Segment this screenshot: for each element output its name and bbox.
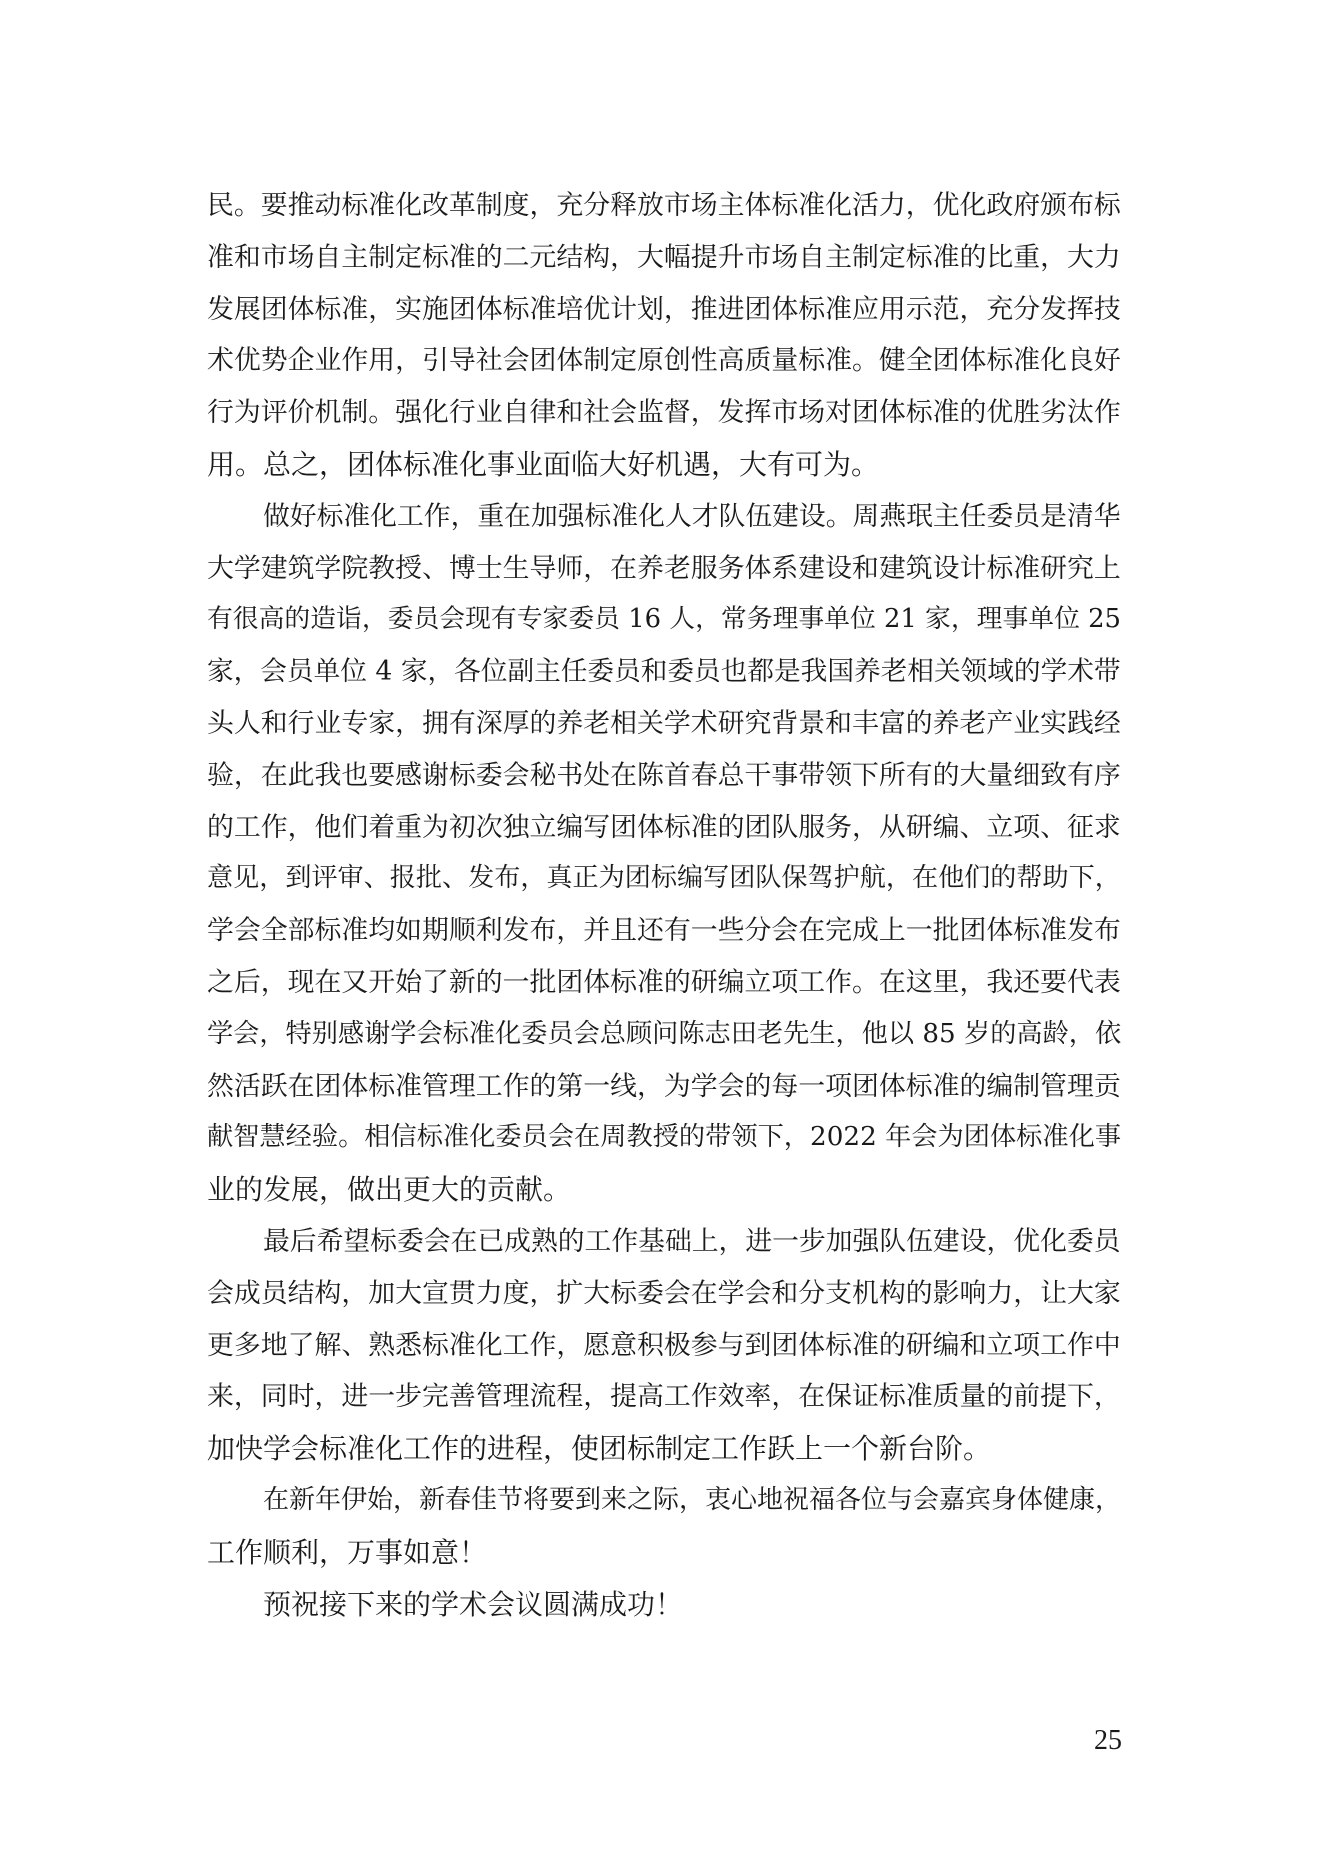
text-line: 业的发展，做出更大的贡献。 bbox=[207, 1173, 572, 1207]
text-line: 更多地了解、熟悉标准化工作，愿意积极参与到团体标准的研编和立项工作中 bbox=[207, 1329, 1121, 1361]
paragraph-start-line: 做好标准化工作，重在加强标准化人才队伍建设。周燕珉主任委员是清华 bbox=[263, 500, 1121, 532]
text-line: 加快学会标准化工作的进程，使团标制定工作跃上一个新台阶。 bbox=[207, 1432, 992, 1466]
text-line: 之后，现在又开始了新的一批团体标准的研编立项工作。在这里，我还要代表 bbox=[207, 966, 1121, 998]
text-line: 家，会员单位 4 家，各位副主任委员和委员也都是我国养老相关领域的学术带 bbox=[207, 656, 1121, 688]
text-line: 准和市场自主制定标准的二元结构，大幅提升市场自主制定标准的比重，大力 bbox=[207, 241, 1121, 273]
text-line: 行为评价机制。强化行业自律和社会监督，发挥市场对团体标准的优胜劣汰作 bbox=[207, 397, 1121, 429]
text-line: 民。要推动标准化改革制度，充分释放市场主体标准化活力，优化政府颁布标 bbox=[207, 190, 1121, 221]
text-line: 会成员结构，加大宣贯力度，扩大标委会在学会和分支机构的影响力，让大家 bbox=[207, 1277, 1121, 1309]
paragraph-start-line: 在新年伊始，新春佳节将要到来之际，衷心地祝福各位与会嘉宾身体健康， bbox=[263, 1484, 1122, 1515]
text-line: 头人和行业专家，拥有深厚的养老相关学术研究背景和丰富的养老产业实践经 bbox=[207, 707, 1121, 739]
paragraph-start-line: 最后希望标委会在已成熟的工作基础上，进一步加强队伍建设，优化委员 bbox=[263, 1225, 1121, 1257]
paragraph-start-line: 预祝接下来的学术会议圆满成功！ bbox=[263, 1587, 684, 1621]
text-line: 大学建筑学院教授、博士生导师，在养老服务体系建设和建筑设计标准研究上 bbox=[207, 552, 1121, 584]
text-line: 有很高的造诣，委员会现有专家委员 16 人，常务理事单位 21 家，理事单位 25 bbox=[207, 604, 1121, 635]
text-line: 用。总之，团体标准化事业面临大好机遇，大有可为。 bbox=[207, 447, 880, 481]
page-number: 25 bbox=[1094, 1725, 1122, 1756]
text-line: 工作顺利，万事如意！ bbox=[207, 1535, 488, 1569]
text-line: 然活跃在团体标准管理工作的第一线，为学会的每一项团体标准的编制管理贡 bbox=[207, 1070, 1121, 1102]
text-line: 意见，到评审、报批、发布，真正为团标编写团队保驾护航，在他们的帮助下， bbox=[207, 863, 1121, 894]
text-line: 学会全部标准均如期顺利发布，并且还有一些分会在完成上一批团体标准发布 bbox=[207, 915, 1121, 947]
text-line: 学会，特别感谢学会标准化委员会总顾问陈志田老先生，他以 85 岁的高龄，依 bbox=[207, 1018, 1122, 1049]
text-line: 的工作，他们着重为初次独立编写团体标准的团队服务，从研编、立项、征求 bbox=[207, 811, 1121, 843]
text-line: 来，同时，进一步完善管理流程，提高工作效率，在保证标准质量的前提下， bbox=[207, 1381, 1121, 1413]
text-line: 献智慧经验。相信标准化委员会在周教授的带领下，2022 年会为团体标准化事 bbox=[207, 1122, 1122, 1153]
text-line: 术优势企业作用，引导社会团体制定原创性高质量标准。健全团体标准化良好 bbox=[207, 345, 1121, 377]
text-line: 验，在此我也要感谢标委会秘书处在陈首春总干事带领下所有的大量细致有序 bbox=[207, 759, 1121, 791]
text-line: 发展团体标准，实施团体标准培优计划，推进团体标准应用示范，充分发挥技 bbox=[207, 293, 1121, 325]
body-text bbox=[207, 180, 1121, 1630]
